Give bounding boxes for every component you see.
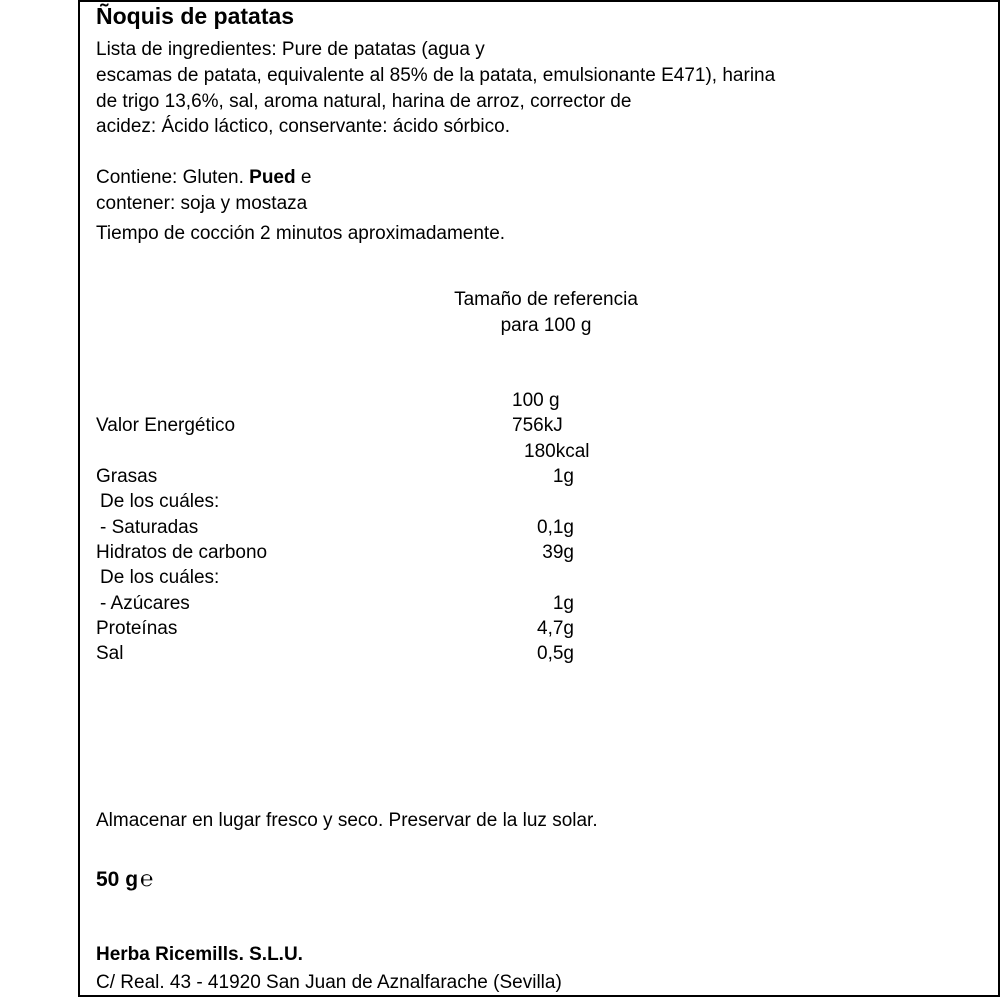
- saturated-value: 0,1g: [537, 517, 574, 538]
- ingredients-line-2: escamas de patata, equivalente al 85% de la patata, emulsionante E471), harina: [96, 65, 776, 86]
- sugars-label: - Azúcares: [100, 593, 190, 614]
- allergens-contains: Contiene: Gluten.: [96, 167, 250, 188]
- company-name: Herba Ricemills. S.L.U.: [96, 944, 303, 965]
- sugars-value: 1g: [552, 593, 574, 614]
- cooking-time: Tiempo de cocción 2 minutos aproximadamente.: [96, 223, 506, 244]
- carbs-of-which-label: De los cuáles:: [100, 567, 220, 588]
- fat-label: Grasas: [96, 466, 158, 487]
- energy-kj-value: 756kJ: [512, 415, 563, 436]
- allergens-may-bold: Pued: [249, 167, 296, 188]
- protein-label: Proteínas: [96, 618, 178, 639]
- protein-value: 4,7g: [537, 618, 574, 639]
- salt-value: 0,5g: [537, 643, 574, 664]
- ingredients-line-1: Lista de ingredientes: Pure de patatas (agua y: [96, 39, 485, 60]
- ingredients-line-3: de trigo 13,6%, sal, aroma natural, harina de arroz, corrector de: [96, 91, 632, 112]
- energy-label: Valor Energético: [96, 415, 236, 436]
- nutrition-column-header: 100 g: [512, 390, 560, 411]
- reference-size-line-2: para 100 g: [500, 315, 592, 336]
- net-weight: [96, 866, 153, 893]
- allergens-may-tail: e: [295, 167, 312, 188]
- saturated-label: - Saturadas: [100, 517, 199, 538]
- fat-value: 1g: [552, 466, 574, 487]
- fat-of-which-label: De los cuáles:: [100, 491, 220, 512]
- carbohydrates-value: 39g: [542, 542, 574, 563]
- reference-size-line-1: Tamaño de referencia: [454, 289, 638, 310]
- net-weight-value: 50 g: [96, 868, 139, 891]
- energy-kcal-value: 180kcal: [524, 441, 590, 462]
- carbohydrates-label: Hidratos de carbono: [96, 542, 268, 563]
- allergens-line-2: contener: soja y mostaza: [96, 193, 308, 214]
- product-title: Ñoquis de patatas: [96, 3, 295, 29]
- estimated-sign-icon: ℮: [140, 866, 154, 891]
- salt-label: Sal: [96, 643, 124, 664]
- company-address: C/ Real. 43 - 41920 San Juan de Aznalfarache (Sevilla): [96, 972, 562, 993]
- storage-instructions: Almacenar en lugar fresco y seco. Preservar de la luz solar.: [96, 810, 598, 831]
- ingredients-line-4: acidez: Ácido láctico, conservante: ácido sórbico.: [96, 116, 510, 137]
- allergens-line-1: [96, 165, 311, 191]
